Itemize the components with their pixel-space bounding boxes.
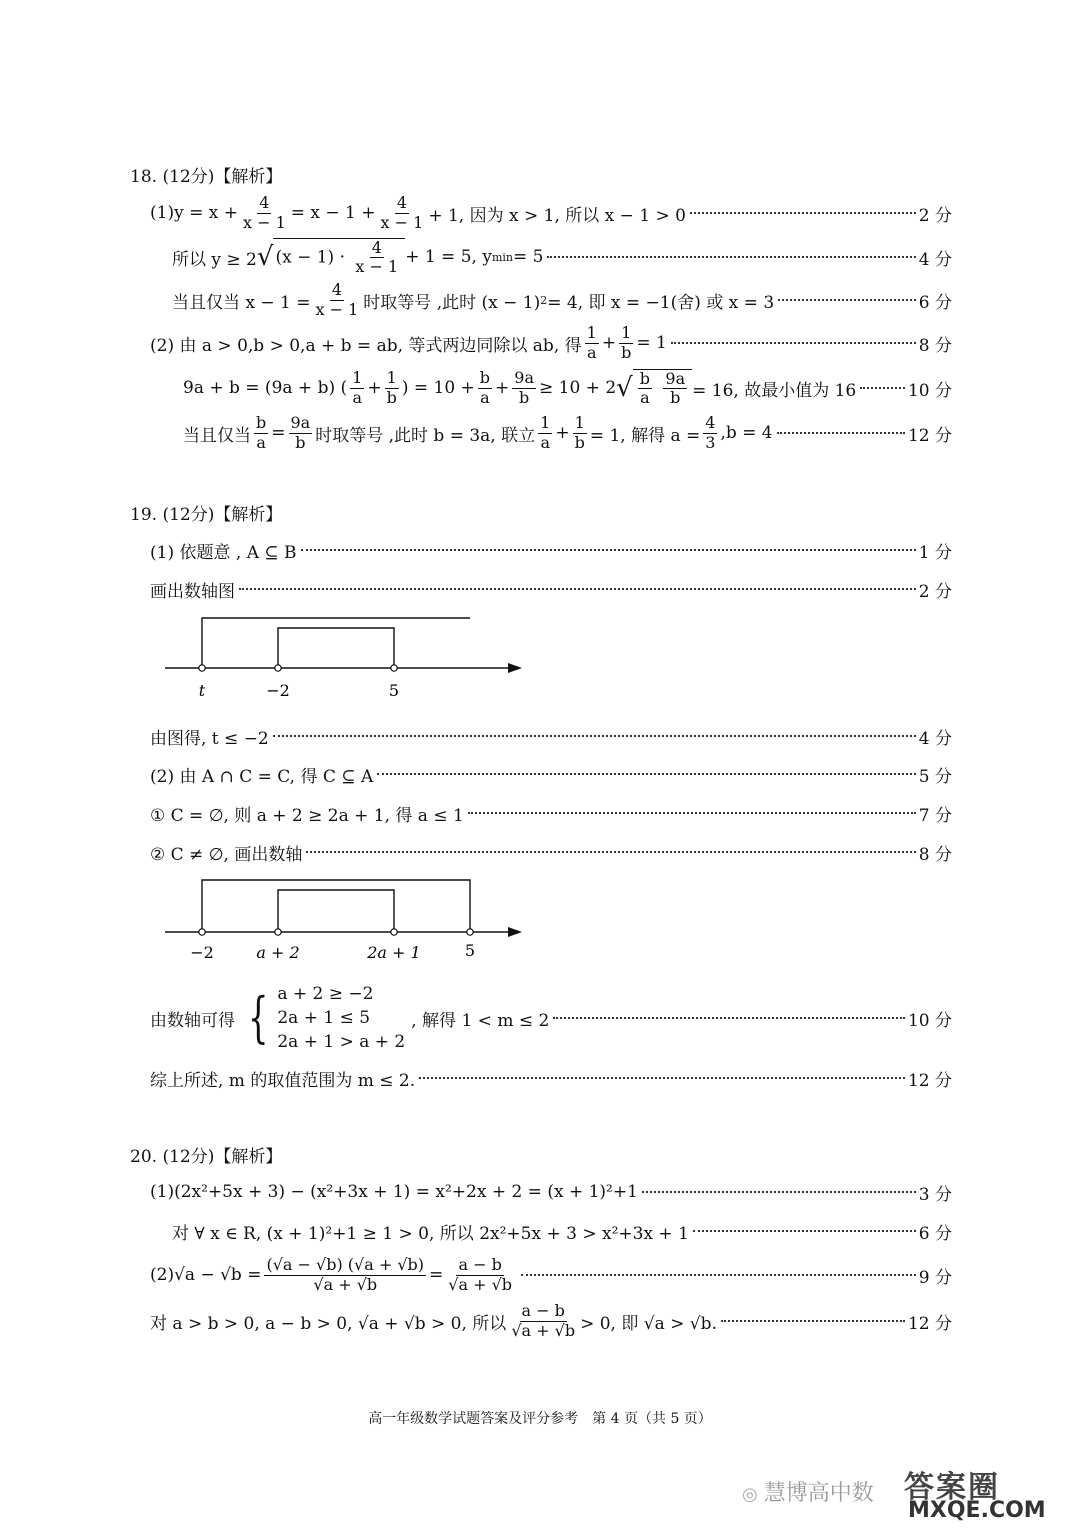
leader-dots <box>301 549 916 551</box>
q19-line1: (1) 依题意 , A ⊆ B 1 分 <box>150 538 952 562</box>
q20-line1: (1)(2x²+5x + 3) − (x²+3x + 1) = x²+2x + 2 = (x + 1)²+1 3 分 <box>150 1180 952 1204</box>
sqrt-sign: √ <box>256 242 274 272</box>
leader-dots <box>547 256 915 258</box>
brace: { <box>247 986 269 1049</box>
leader-dots <box>239 588 916 590</box>
radicand: (x − 1) · $\frac{4}{x - 1}$ <box>273 238 405 277</box>
leader-dots <box>778 299 916 301</box>
leader-dots <box>777 432 905 434</box>
leader-dots <box>860 387 905 389</box>
leader-dots <box>377 773 916 775</box>
point-5 <box>467 929 473 935</box>
score: 12 分 <box>907 1313 952 1334</box>
leader-dots <box>690 212 916 214</box>
leader-dots <box>468 812 916 814</box>
score: 10 分 <box>907 380 952 401</box>
axis-arrow <box>508 663 522 673</box>
q19-line4: (2) 由 A ∩ C = C, 得 C ⊆ A 5 分 <box>150 762 952 786</box>
radicand: $\frac{b}{a}$ $\frac{9a}{b}$ <box>633 369 692 408</box>
tick-label: t <box>198 681 206 700</box>
tick-label: 2a + 1 <box>367 943 421 962</box>
score: 12 分 <box>907 1070 952 1091</box>
leader-dots <box>693 1230 916 1232</box>
leader-dots <box>521 1274 916 1276</box>
q18-line3: 当且仅当 x − 1 = $\frac{4}{x - 1}$ 时取等号 ,此时 (x − 1) 2 = 4, 即 x = −1(舍) 或 x = 3 6 分 <box>172 280 952 319</box>
fraction: $\frac{4}{x - 1}$ <box>242 193 286 232</box>
leader-dots <box>553 1017 905 1019</box>
leader-dots <box>721 1320 905 1322</box>
q18-title: 18. (12分)【解析】 <box>130 167 283 187</box>
q18-line6: 当且仅当 $\frac{b}{a}$ = $\frac{9a}{b}$ 时取等号 ,此时 b = 3a, 联立 $\frac{1}{a}$ + $\frac{1}{b}$ = 1, 解得 a = $\frac{4}{3}$ ,b = 4 12 分 <box>183 413 952 452</box>
score: 3 分 <box>918 1184 952 1205</box>
page-footer: 高一年级数学试题答案及评分参考 第 4 页（共 5 页） <box>368 1411 712 1427</box>
score: 12 分 <box>907 425 952 446</box>
number-line-diagram-2 <box>160 872 530 967</box>
set-a-bracket <box>278 628 394 668</box>
q19-line3: 由图得, t ≤ −2 4 分 <box>150 724 952 748</box>
q20-line3: (2)√a − √b = $\frac{(√a - √b) (√a + √b)}{√a + √b}$ = $\frac{a - b}{√a + √b}$ 9 分 <box>150 1255 952 1294</box>
score: 9 分 <box>918 1267 952 1288</box>
tick-label: a + 2 <box>256 943 300 962</box>
q19-title: 19. (12分)【解析】 <box>130 505 283 525</box>
tick-label: −2 <box>266 681 290 700</box>
q20-line4: 对 a > b > 0, a − b > 0, √a + √b > 0, 所以 $\frac{a - b}{√a + √b}$ > 0, 即 √a > √b. 12 分 <box>150 1301 952 1340</box>
watermark-logo: 答案圈 MXQE.COM <box>904 1470 1046 1523</box>
q20-line2: 对 ∀ x ∈ R, (x + 1)²+1 ≥ 1 > 0, 所以 2x²+5x + 3 > x²+3x + 1 6 分 <box>172 1219 952 1243</box>
number-line-diagram-1 <box>160 610 530 705</box>
point-a-plus-2 <box>275 929 281 935</box>
leader-dots <box>306 851 915 853</box>
q19-line2: 画出数轴图 2 分 <box>150 577 952 601</box>
sqrt-sign: √ <box>616 373 633 403</box>
score: 4 分 <box>918 728 952 749</box>
set-b-bracket <box>202 618 470 668</box>
set-c-bracket <box>278 890 394 932</box>
score: 2 分 <box>918 205 952 226</box>
q19-line7: 由数轴可得 { a + 2 ≥ −2 2a + 1 ≤ 5 2a + 1 > a + 2 , 解得 1 < m ≤ 2 10 分 <box>150 984 952 1052</box>
score: 8 分 <box>918 844 952 865</box>
fraction: $\frac{4}{x - 1}$ <box>380 193 424 232</box>
score: 4 分 <box>918 249 952 270</box>
leader-dots <box>671 342 916 344</box>
q19-line6: ② C ≠ ∅, 画出数轴 8 分 <box>150 840 952 864</box>
score: 5 分 <box>918 766 952 787</box>
score: 6 分 <box>918 1223 952 1244</box>
score: 2 分 <box>918 581 952 602</box>
point-neg2 <box>275 665 281 671</box>
tick-label: 5 <box>388 681 400 700</box>
inequality-system: { a + 2 ≥ −2 2a + 1 ≤ 5 2a + 1 > a + 2 <box>247 984 406 1052</box>
watermark-text: ◎ 慧博高中数 <box>742 1481 874 1506</box>
score: 1 分 <box>918 542 952 563</box>
leader-dots <box>273 735 916 737</box>
score: 6 分 <box>918 292 952 313</box>
score: 8 分 <box>918 335 952 356</box>
set-a-bracket <box>202 880 470 932</box>
q19-line8: 综上所述, m 的取值范围为 m ≤ 2. 12 分 <box>150 1066 952 1090</box>
q18-line2: 所以 y ≥ 2 √ (x − 1) · $\frac{4}{x - 1}$ + 1 = 5, y min = 5 4 分 <box>172 237 952 276</box>
q19-line5: ① C = ∅, 则 a + 2 ≥ 2a + 1, 得 a ≤ 1 7 分 <box>150 801 952 825</box>
point-neg2 <box>199 929 205 935</box>
score: 10 分 <box>907 1010 952 1031</box>
score: 7 分 <box>918 805 952 826</box>
q18-line4: (2) 由 a > 0,b > 0,a + b = ab, 等式两边同除以 ab, 得 $\frac{1}{a}$ + $\frac{1}{b}$ = 1 8 分 <box>150 323 952 362</box>
tick-label: 5 <box>464 941 476 960</box>
point-2a-plus-1 <box>391 929 397 935</box>
axis-arrow <box>508 927 522 937</box>
point-5 <box>391 665 397 671</box>
tick-label: −2 <box>190 943 214 962</box>
q20-title: 20. (12分)【解析】 <box>130 1147 283 1167</box>
q18-line1: (1)y = x + $\frac{4}{x - 1}$ = x − 1 + $\frac{4}{x - 1}$ + 1, 因为 x > 1, 所以 x − 1 > 0 2 分 <box>150 193 952 232</box>
q18-line5: 9a + b = (9a + b) ( $\frac{1}{a}$ + $\frac{1}{b}$ ) = 10 + $\frac{b}{a}$ + $\frac{9a}{b}$ ≥ 10 + 2 √ $\frac{b}{a}$ $\frac{9a}{b}$ = 16, 故最小值为 16 10 分 <box>183 368 952 407</box>
point-t <box>199 665 205 671</box>
wechat-icon: ◎ <box>742 1484 758 1505</box>
leader-dots <box>642 1191 916 1193</box>
leader-dots <box>419 1077 905 1079</box>
